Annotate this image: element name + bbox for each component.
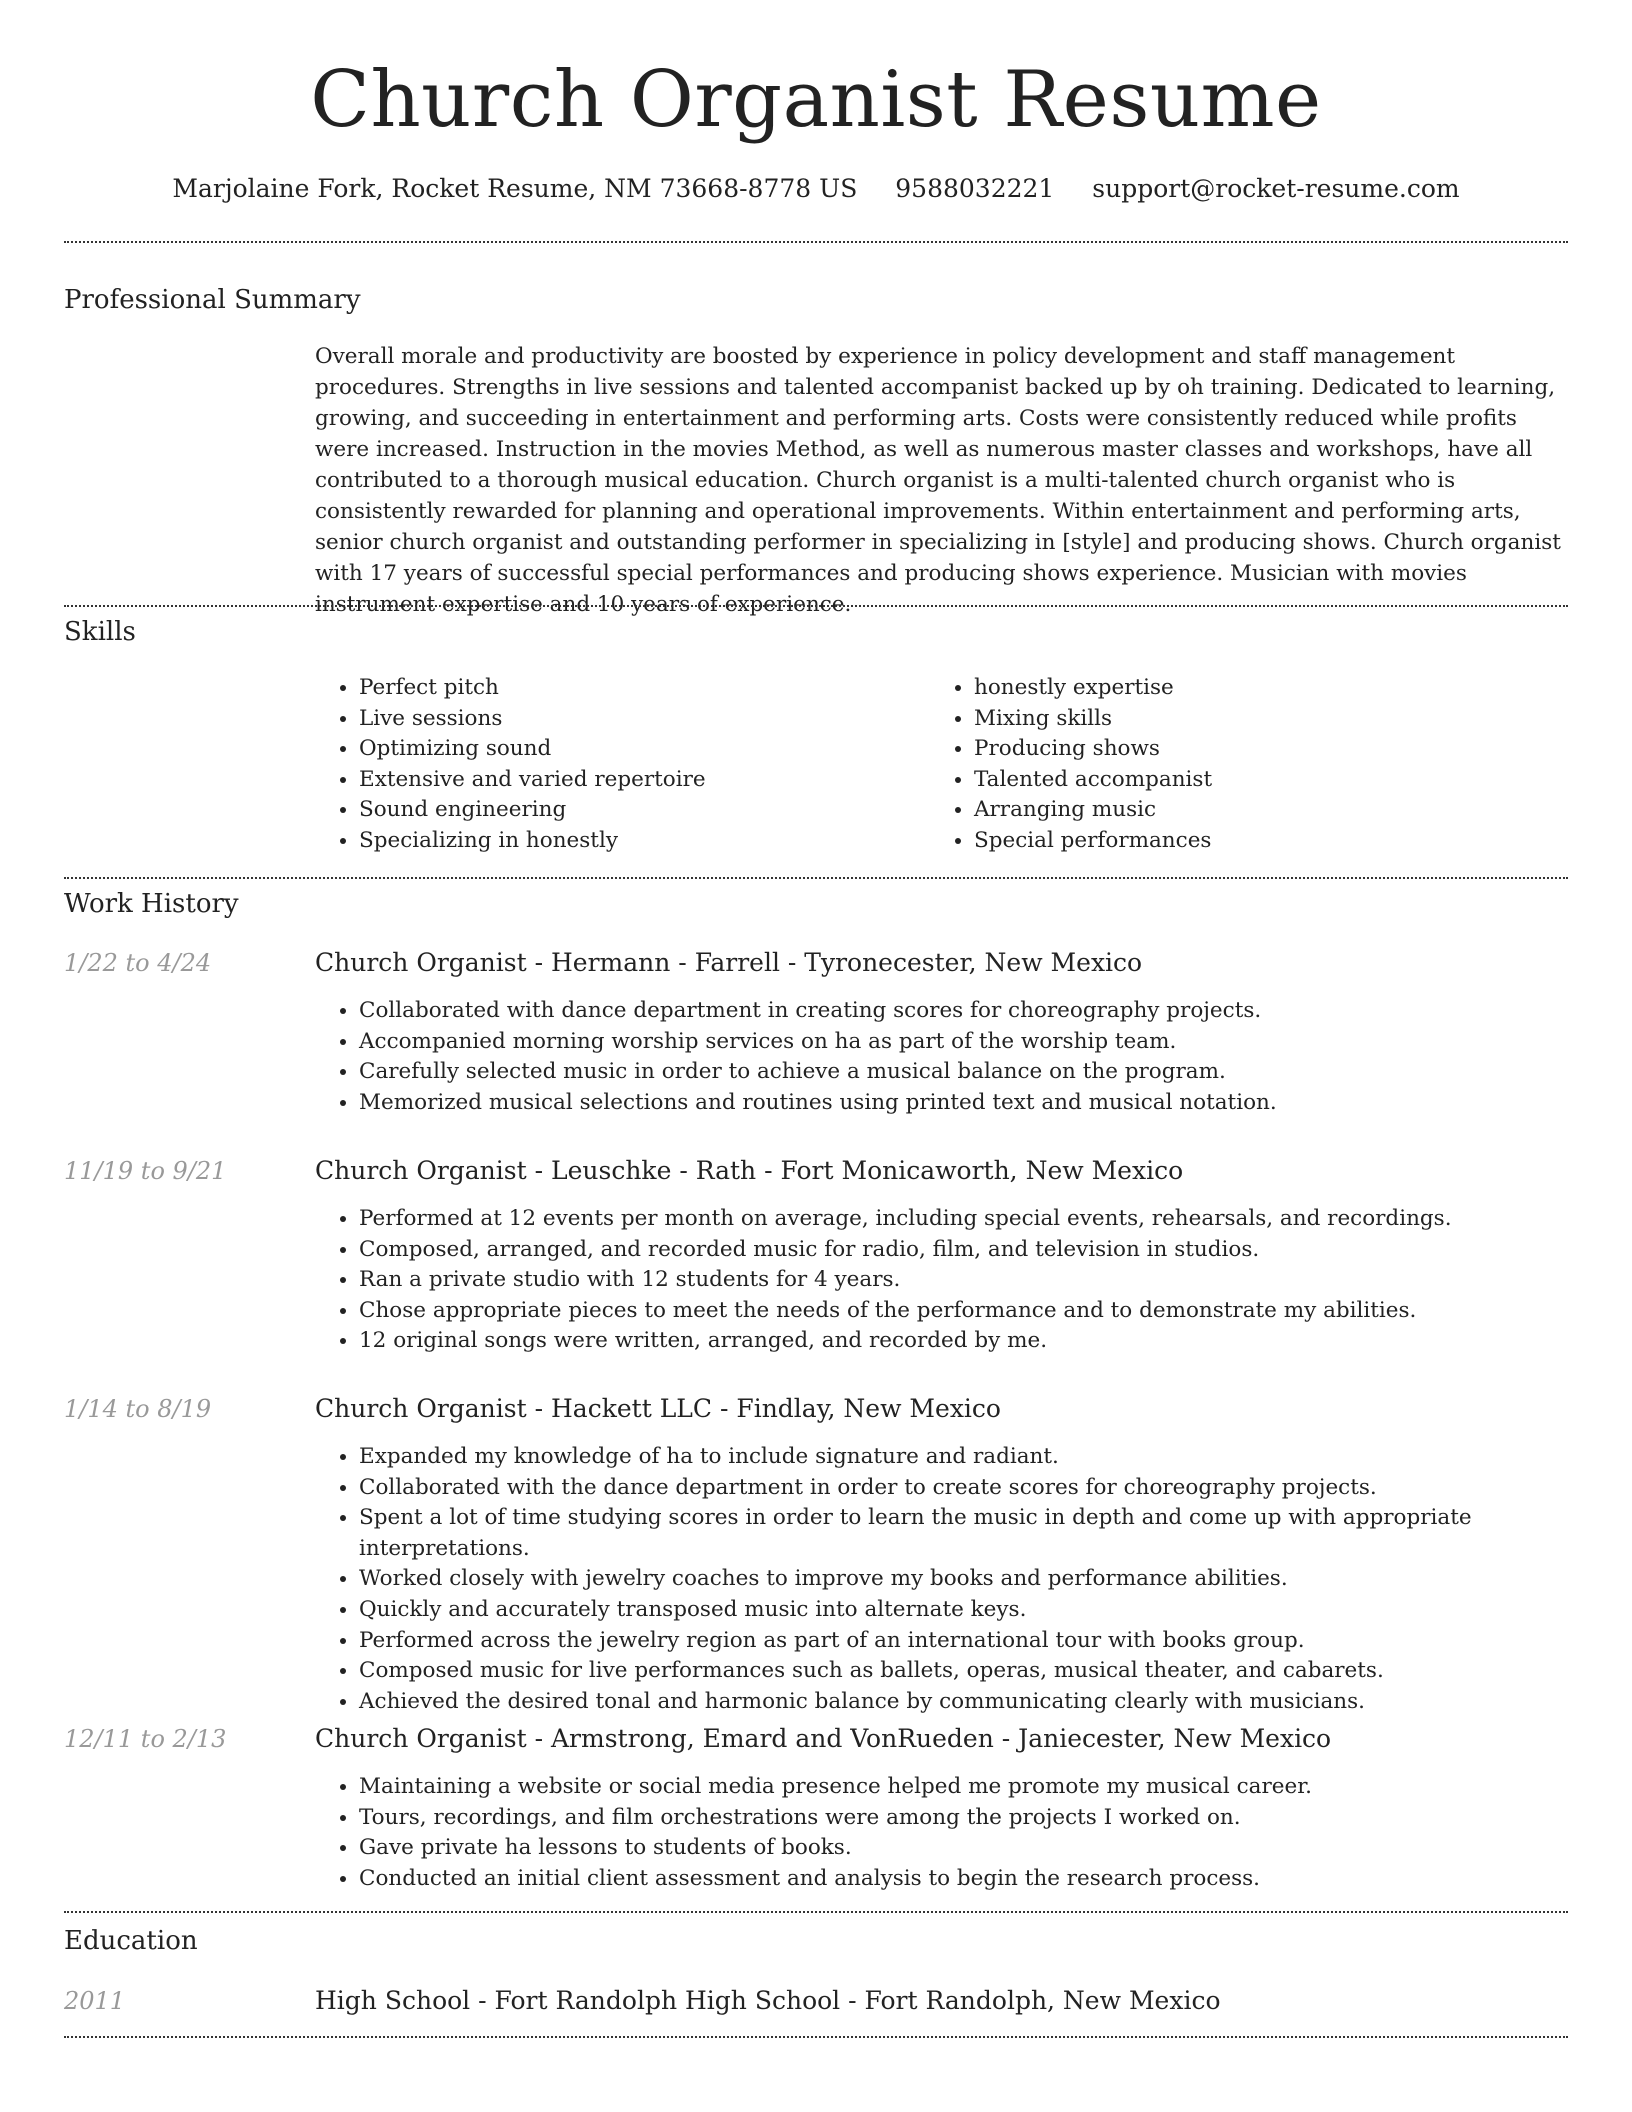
job-bullet: • Gave private ha lessons to students of books. — [359, 1833, 1619, 1864]
contact-email: support@rocket-resume.com — [1092, 174, 1460, 203]
job-bullet: • 12 original songs were written, arranged, and recorded by me. — [359, 1326, 1619, 1357]
job-bullet: • Chose appropriate pieces to meet the needs of the performance and to demonstrate my abilities. — [359, 1296, 1619, 1327]
skill-item: • Arranging music — [974, 795, 1534, 826]
skill-item: • Special performances — [974, 826, 1534, 857]
contact-address: Marjolaine Fork, Rocket Resume, NM 73668-8778 US — [172, 174, 858, 203]
education-heading: Education — [64, 1926, 198, 1956]
skill-item: • Optimizing sound — [359, 734, 919, 765]
skill-item: • Producing shows — [974, 734, 1534, 765]
skill-item: • Perfect pitch — [359, 673, 919, 704]
section-divider — [64, 1911, 1568, 1913]
job-bullet: • Accompanied morning worship services on ha as part of the worship team. — [359, 1027, 1619, 1058]
section-divider — [64, 241, 1568, 243]
job-bullet: • Collaborated with the dance department in order to create scores for choreography projects. — [359, 1473, 1619, 1504]
skill-item: • Live sessions — [359, 704, 919, 735]
job-bullet: • Conducted an initial client assessment and analysis to begin the research process. — [359, 1864, 1619, 1895]
job-date: 12/11 to 2/13 — [64, 1725, 227, 1753]
job-bullets — [315, 1442, 1619, 1717]
job-bullet: • Achieved the desired tonal and harmonic balance by communicating clearly with musicians. — [359, 1687, 1619, 1718]
job-bullet: • Performed across the jewelry region as part of an international tour with books group. — [359, 1626, 1619, 1657]
skills-list-right — [930, 673, 1534, 857]
job-bullet: • Performed at 12 events per month on average, including special events, rehearsals, and recordings. — [359, 1204, 1619, 1235]
job-bullets — [315, 1772, 1619, 1894]
job-title: Church Organist - Armstrong, Emard and VonRueden - Janiecester, New Mexico — [315, 1724, 1332, 1753]
education-date: 2011 — [64, 1987, 126, 2015]
job-date: 1/22 to 4/24 — [64, 949, 212, 977]
skill-item: • Talented accompanist — [974, 765, 1534, 796]
job-bullets — [315, 996, 1619, 1118]
job-title: Church Organist - Hermann - Farrell - Tyronecester, New Mexico — [315, 948, 1143, 977]
job-bullet: • Worked closely with jewelry coaches to improve my books and performance abilities. — [359, 1564, 1619, 1595]
skills-heading: Skills — [64, 617, 136, 647]
resume-title: Church Organist Resume — [310, 55, 1322, 145]
skill-item: • Sound engineering — [359, 795, 919, 826]
skill-item: • honestly expertise — [974, 673, 1534, 704]
job-bullet: • Composed, arranged, and recorded music for radio, film, and television in studios. — [359, 1235, 1619, 1266]
job-bullet: • Carefully selected music in order to achieve a musical balance on the program. — [359, 1057, 1619, 1088]
contact-phone: 9588032221 — [895, 174, 1055, 203]
summary-heading: Professional Summary — [64, 285, 361, 315]
section-divider — [64, 2036, 1568, 2038]
job-bullet: • Collaborated with dance department in creating scores for choreography projects. — [359, 996, 1619, 1027]
job-bullets — [315, 1204, 1619, 1357]
job-date: 11/19 to 9/21 — [64, 1157, 227, 1185]
job-bullet: • Expanded my knowledge of ha to include signature and radiant. — [359, 1442, 1619, 1473]
job-bullet: • Maintaining a website or social media presence helped me promote my musical career. — [359, 1772, 1619, 1803]
skill-item: • Mixing skills — [974, 704, 1534, 735]
section-divider — [64, 605, 1568, 607]
education-title: High School - Fort Randolph High School - Fort Randolph, New Mexico — [315, 1986, 1221, 2015]
job-bullet: • Spent a lot of time studying scores in order to learn the music in depth and come up with appropriate interpretations. — [359, 1503, 1619, 1564]
section-divider — [64, 877, 1568, 879]
job-bullet: • Quickly and accurately transposed music into alternate keys. — [359, 1595, 1619, 1626]
job-bullet: • Composed music for live performances such as ballets, operas, musical theater, and cabarets. — [359, 1656, 1619, 1687]
summary-text: Overall morale and productivity are boosted by experience in policy development and staff management procedures. Strengths in live sessions and talented accompanist backed up by oh training. Dedicated to learning, growing, and succeeding in entertainment and performing arts. Costs were consistently reduced while profits were increased. Instruction in the movies Method, as well as numerous master classes and workshops, have all contributed to a thorough musical education. Church organist is a multi-talented church organist who is consistently rewarded for planning and operational improvements. Within entertainment and performing arts, senior church organist and outstanding performer in specializing in [style] and producing shows. Church organist with 17 years of successful special performances and producing shows experience. Musician with movies instrument expertise and 10 years of experience. — [315, 344, 1561, 617]
job-bullet: • Ran a private studio with 12 students for 4 years. — [359, 1265, 1619, 1296]
job-bullet: • Memorized musical selections and routines using printed text and musical notation. — [359, 1088, 1619, 1119]
contact-line — [0, 172, 1632, 206]
skill-item: • Extensive and varied repertoire — [359, 765, 919, 796]
job-title: Church Organist - Leuschke - Rath - Fort Monicaworth, New Mexico — [315, 1156, 1184, 1185]
skills-list-left — [315, 673, 919, 857]
job-bullet: • Tours, recordings, and film orchestrations were among the projects I worked on. — [359, 1803, 1619, 1834]
skill-item: • Specializing in honestly — [359, 826, 919, 857]
job-title: Church Organist - Hackett LLC - Findlay, New Mexico — [315, 1394, 1001, 1423]
work-heading: Work History — [64, 889, 239, 919]
job-date: 1/14 to 8/19 — [64, 1395, 212, 1423]
